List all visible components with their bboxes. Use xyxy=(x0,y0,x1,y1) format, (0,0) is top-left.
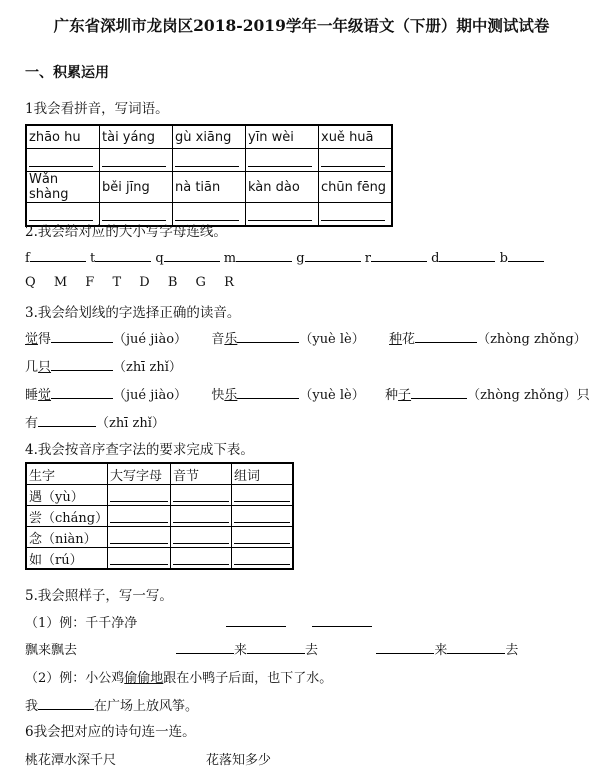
pinyin-cell: yīn wèi xyxy=(246,125,319,149)
answer-cell[interactable] xyxy=(100,149,173,172)
blank-line[interactable] xyxy=(247,639,305,654)
pinyin-options: （jué jiào） xyxy=(113,388,188,403)
example-text: （2）例：小公鸡 xyxy=(25,671,125,686)
q1-label: 1我会看拼音，写词语。 xyxy=(25,101,169,117)
underlined-char: 觉 xyxy=(38,388,52,403)
q5-sentence xyxy=(25,695,198,714)
letter: g xyxy=(296,251,305,266)
answer-cell[interactable] xyxy=(319,203,393,227)
blank-line[interactable] xyxy=(236,247,292,262)
answer-cell[interactable] xyxy=(171,506,232,527)
table-row xyxy=(26,149,392,172)
underlined-word: 偷偷地 xyxy=(124,671,164,686)
pinyin-cell: kàn dào xyxy=(246,172,319,203)
char: 来 xyxy=(434,643,448,658)
letter: Q xyxy=(25,275,36,290)
uppercase-row xyxy=(25,275,234,290)
blank-line[interactable] xyxy=(51,384,113,399)
blank-line[interactable] xyxy=(447,639,505,654)
pinyin-options: （zhī zhǐ） xyxy=(96,416,165,431)
pinyin-options: （jué jiào） xyxy=(113,332,188,347)
char-cell: 尝（cháng） xyxy=(26,506,108,527)
blank-line[interactable] xyxy=(226,612,286,627)
answer-cell[interactable] xyxy=(173,149,246,172)
q6-label: 6我会把对应的诗句连一连。 xyxy=(25,724,196,740)
char: 花 xyxy=(402,332,416,347)
blank-line[interactable] xyxy=(376,639,434,654)
letter: d xyxy=(431,251,440,266)
table-row xyxy=(26,506,293,527)
q4-label: 4.我会按音序查字法的要求完成下表。 xyxy=(25,442,254,458)
pinyin-cell: nà tiān xyxy=(173,172,246,203)
pinyin-cell: Wǎn shàng xyxy=(26,172,100,203)
blank-line[interactable] xyxy=(30,247,86,262)
underlined-char: 乐 xyxy=(224,388,238,403)
blank-line[interactable] xyxy=(305,247,361,262)
char-cell: 遇（yù） xyxy=(26,485,108,506)
blank-line[interactable] xyxy=(415,328,477,343)
underlined-char: 种 xyxy=(389,332,403,347)
pinyin-options: （yuè lè） xyxy=(299,332,365,347)
q3-row-1 xyxy=(25,328,587,347)
letter: T xyxy=(112,275,122,290)
lowercase-row xyxy=(25,247,544,266)
blank-line[interactable] xyxy=(371,247,427,262)
letter: D xyxy=(139,275,150,290)
char: 音 xyxy=(211,332,225,347)
blank-line[interactable] xyxy=(312,612,372,627)
q5-pattern-row xyxy=(25,639,77,658)
table-header: 大写字母 xyxy=(108,463,171,485)
char-cell: 如（rú） xyxy=(26,548,108,570)
letter: M xyxy=(53,275,68,290)
pinyin-table xyxy=(25,124,393,227)
underlined-char: 觉 xyxy=(25,332,39,347)
blank-line[interactable] xyxy=(237,328,299,343)
example-text: （1）例：千千净净 xyxy=(25,616,138,631)
letter: F xyxy=(85,275,95,290)
answer-cell[interactable] xyxy=(232,527,294,548)
letter: t xyxy=(89,251,96,266)
pinyin-cell: běi jīng xyxy=(100,172,173,203)
lookup-table xyxy=(25,462,294,570)
letter: q xyxy=(155,251,164,266)
letter: r xyxy=(364,251,371,266)
blank-line[interactable] xyxy=(439,247,495,262)
q5-example-1 xyxy=(25,612,137,631)
underlined-char: 子 xyxy=(398,388,412,403)
answer-cell[interactable] xyxy=(108,527,171,548)
pinyin-cell: zhāo hu xyxy=(26,125,100,149)
answer-cell[interactable] xyxy=(232,485,294,506)
table-row xyxy=(26,125,392,149)
table-row xyxy=(26,485,293,506)
char: 去 xyxy=(505,643,519,658)
blank-line[interactable] xyxy=(237,384,299,399)
blank-line[interactable] xyxy=(95,247,151,262)
underlined-char: 只 xyxy=(38,360,52,375)
char: 来 xyxy=(234,643,248,658)
table-row xyxy=(26,548,293,570)
q5-label: 5.我会照样子，写一写。 xyxy=(25,588,173,604)
blank-line[interactable] xyxy=(38,412,96,427)
blank-line[interactable] xyxy=(38,695,94,710)
section-heading: 一、积累运用 xyxy=(25,65,109,81)
answer-cell[interactable] xyxy=(108,485,171,506)
pinyin-cell: chūn fēng xyxy=(319,172,393,203)
char: 几 xyxy=(25,360,39,375)
q3-row-4 xyxy=(25,412,165,431)
char: 睡 xyxy=(25,388,39,403)
char: 快 xyxy=(211,388,225,403)
answer-cell[interactable] xyxy=(171,527,232,548)
letter: G xyxy=(195,275,206,290)
blank-line[interactable] xyxy=(176,639,234,654)
table-header: 组词 xyxy=(232,463,294,485)
blank-line[interactable] xyxy=(51,328,113,343)
answer-cell[interactable] xyxy=(108,506,171,527)
answer-cell[interactable] xyxy=(232,506,294,527)
q3-row-3 xyxy=(25,384,590,403)
letter: R xyxy=(224,275,234,290)
answer-cell[interactable] xyxy=(171,548,232,570)
pinyin-options: （zhī zhǐ） xyxy=(113,360,182,375)
pinyin-cell: tài yáng xyxy=(100,125,173,149)
char: 得 xyxy=(38,332,52,347)
blank-line[interactable] xyxy=(51,356,113,371)
table-header: 音节 xyxy=(171,463,232,485)
q2-label: 2.我会给对应的大小写字母连线。 xyxy=(25,224,227,240)
poem-line-right: 花落知多少 xyxy=(206,753,272,768)
underlined-char: 乐 xyxy=(224,332,238,347)
example-text: 飘来飘去 xyxy=(25,643,78,658)
letter: m xyxy=(223,251,237,266)
table-row xyxy=(26,527,293,548)
char: 去 xyxy=(305,643,319,658)
example-text: 跟在小鸭子后面，也下了水。 xyxy=(163,671,333,686)
answer-cell[interactable] xyxy=(246,149,319,172)
blank-line[interactable] xyxy=(164,247,220,262)
char: 我 xyxy=(25,699,39,714)
table-header: 生字 xyxy=(26,463,108,485)
letter: f xyxy=(25,251,30,266)
q5-fill-row xyxy=(176,639,518,658)
q3-label: 3.我会给划线的字选择正确的读音。 xyxy=(25,305,241,321)
q5-example-2 xyxy=(25,667,332,686)
answer-cell[interactable] xyxy=(108,548,171,570)
pinyin-options: （zhòng zhǒng） xyxy=(467,388,577,403)
answer-cell[interactable] xyxy=(171,485,232,506)
answer-cell[interactable] xyxy=(319,149,393,172)
char-cell: 念（niàn） xyxy=(26,527,108,548)
char: 只 xyxy=(576,388,590,403)
table-row xyxy=(26,172,392,203)
answer-cell[interactable] xyxy=(232,548,294,570)
pinyin-cell: gù xiāng xyxy=(173,125,246,149)
answer-cell[interactable] xyxy=(246,203,319,227)
q3-row-2 xyxy=(25,356,182,375)
answer-cell[interactable] xyxy=(26,149,100,172)
char: 有 xyxy=(25,416,39,431)
blank-line[interactable] xyxy=(508,247,544,262)
pinyin-options: （zhòng zhǒng） xyxy=(477,332,587,347)
letter: b xyxy=(499,251,508,266)
page-title: 广东省深圳市龙岗区2018-2019学年一年级语文（下册）期中测试试卷 xyxy=(53,16,550,35)
sentence-text: 在广场上放风筝。 xyxy=(94,699,199,714)
pinyin-options: （yuè lè） xyxy=(299,388,365,403)
poem-line-left: 桃花潭水深千尺 xyxy=(25,753,117,768)
blank-line[interactable] xyxy=(411,384,467,399)
pinyin-cell: xuě huā xyxy=(319,125,393,149)
q5-blanks-1 xyxy=(226,612,372,631)
letter: B xyxy=(167,275,178,290)
table-row xyxy=(26,463,293,485)
char: 种 xyxy=(385,388,399,403)
